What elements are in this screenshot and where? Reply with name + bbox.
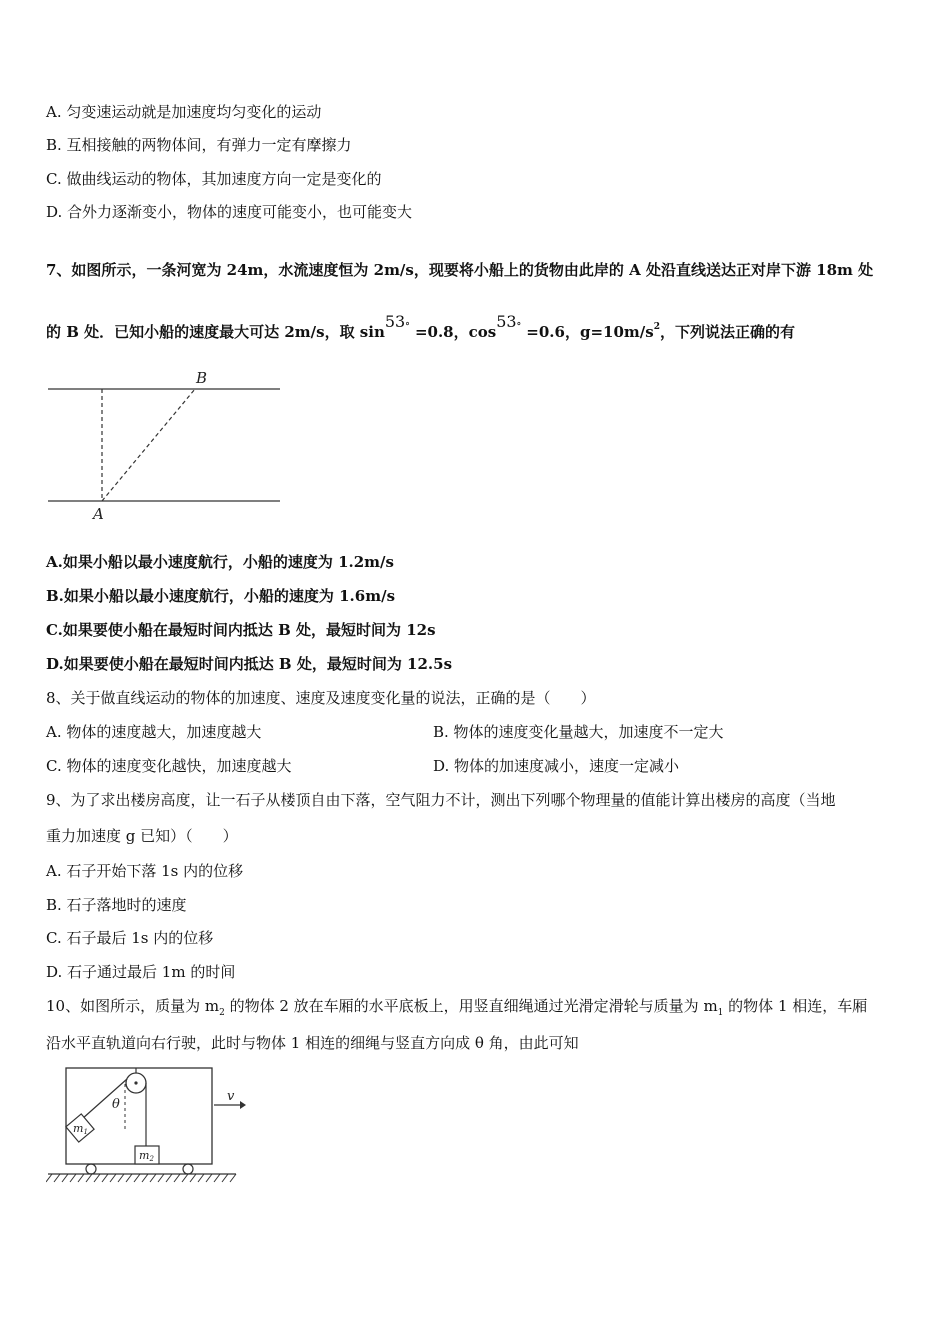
mass-m2-label: m2 — [139, 1149, 154, 1163]
q10-stem-part-c: 的物体 1 相连，车厢 — [723, 997, 868, 1015]
q7-stem-part-d: ，下列说法正确的有 — [659, 323, 795, 341]
q8-option-c: C. 物体的速度变化越快，加速度越大 — [46, 757, 292, 775]
q8-option-a: A. 物体的速度越大，加速度越大 — [46, 723, 262, 741]
q7-stem-line2 — [46, 312, 795, 345]
q10-m2-subscript: 2 — [219, 1008, 225, 1018]
q7-stem-part-a: 的 B 处．已知小船的速度最大可达 2m/s，取 sin — [46, 323, 385, 341]
q10-stem-line1 — [46, 996, 867, 1023]
q6-option-c: C. 做曲线运动的物体，其加速度方向一定是变化的 — [46, 170, 382, 188]
q10-m1-subscript: 1 — [717, 1008, 724, 1018]
q9-stem-line2: 重力加速度 g 已知）（ ） — [46, 827, 238, 845]
q6-option-a: A. 匀变速运动就是加速度均匀变化的运动 — [46, 103, 322, 121]
q7-option-d: D.如果要使小船在最短时间内抵达 B 处，最短时间为 12.5s — [46, 655, 453, 673]
q9-option-b: B. 石子落地时的速度 — [46, 896, 187, 914]
q9-option-a: A. 石子开始下落 1s 内的位移 — [46, 862, 244, 880]
q6-option-d: D. 合外力逐渐变小，物体的速度可能变小，也可能变大 — [46, 203, 413, 221]
left-wheel — [86, 1164, 96, 1174]
q7-angle-1: 53 — [384, 312, 406, 331]
q7-stem-line1: 7、如图所示，一条河宽为 24m，水流速度恒为 2m/s，现要将小船上的货物由此岸的 A 处沿直线送达正对岸下游 18m 处 — [46, 261, 874, 279]
ground-hatching — [46, 1174, 236, 1182]
mass-m1-label: m1 — [73, 1122, 88, 1136]
q7-degree-1: ° — [405, 322, 410, 332]
q7-square: 2 — [653, 322, 660, 332]
theta-label: θ — [112, 1097, 120, 1112]
q8-option-b: B. 物体的速度变化量越大，加速度不一定大 — [433, 723, 724, 741]
q7-stem-part-c: =0.6，g=10m/s — [526, 323, 654, 341]
point-b-label: B — [196, 369, 208, 387]
rope-to-m1 — [82, 1079, 127, 1119]
q10-stem-part-a: 10、如图所示，质量为 m — [46, 997, 220, 1015]
q6-option-b: B. 互相接触的两物体间，有弹力一定有摩擦力 — [46, 136, 352, 154]
q8-stem: 8、关于做直线运动的物体的加速度、速度及速度变化量的说法，正确的是（ ） — [46, 689, 596, 707]
q8-option-d: D. 物体的加速度减小，速度一定减小 — [433, 757, 680, 775]
carriage-diagram — [46, 1062, 256, 1187]
q7-option-a: A.如果小船以最小速度航行，小船的速度为 1.2m/s — [46, 553, 394, 571]
right-wheel — [183, 1164, 193, 1174]
river-diagram — [46, 365, 286, 525]
diagonal-path — [102, 389, 195, 501]
q7-option-b: B.如果小船以最小速度航行，小船的速度为 1.6m/s — [46, 587, 396, 605]
q9-option-c: C. 石子最后 1s 内的位移 — [46, 929, 214, 947]
velocity-arrowhead — [240, 1101, 246, 1109]
q10-stem-line2: 沿水平直轨道向右行驶，此时与物体 1 相连的细绳与竖直方向成 θ 角，由此可知 — [46, 1034, 579, 1052]
pulley-axle — [134, 1081, 137, 1084]
q10-stem-part-b: 的物体 2 放在车厢的水平底板上，用竖直细绳通过光滑定滑轮与质量为 m — [224, 997, 718, 1015]
point-a-label: A — [93, 505, 104, 523]
q7-degree-2: ° — [516, 322, 522, 332]
q9-option-d: D. 石子通过最后 1m 的时间 — [46, 963, 236, 981]
q9-stem-line1: 9、为了求出楼房高度，让一石子从楼顶自由下落，空气阻力不计，测出下列哪个物理量的值能计算出楼房的高度（当地 — [46, 791, 836, 809]
q7-stem-part-b: =0.8，cos — [414, 323, 497, 341]
velocity-label: v — [227, 1089, 235, 1104]
q7-option-c: C.如果要使小船在最短时间内抵达 B 处，最短时间为 12s — [46, 621, 436, 639]
q7-angle-2: 53 — [496, 312, 517, 331]
